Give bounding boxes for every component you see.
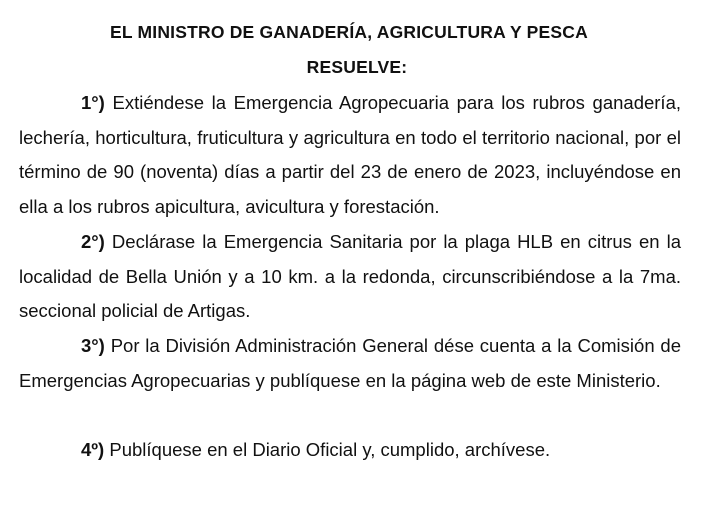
article-3-number: 3°): [81, 335, 105, 356]
resolves-heading: RESUELVE:: [306, 57, 408, 77]
article-4-number: 4º): [81, 439, 105, 460]
article-3: [19, 329, 681, 398]
ministry-heading: EL MINISTRO DE GANADERÍA, AGRICULTURA Y PESCA: [110, 22, 588, 42]
article-2-text: Declárase la Emergencia Sanitaria por la plaga HLB en citrus en la localidad de Bella Unión y a 10 km. a la redonda, circunscribiéndose a la 7ma. seccional policial de Artigas.: [19, 231, 682, 321]
article-3-text: Por la División Administración General dése cuenta a la Comisión de Emergencias Agropecuarias y publíquese en la página web de este Ministerio.: [19, 335, 682, 391]
article-2-number: 2°): [81, 231, 105, 252]
article-4: [19, 433, 681, 468]
article-2: [19, 225, 681, 329]
article-1: [19, 86, 681, 224]
article-4-text: Publíquese en el Diario Oficial y, cumplido, archívese.: [109, 439, 551, 460]
article-1-text: Extiéndese la Emergencia Agropecuaria para los rubros ganadería, lechería, horticultura, fruticultura y agricultura en todo el territorio nacional, por el término de 90 (noventa) días a partir del 23 de enero de 2023, incluyéndose en ella a los rubros apicultura, avicultura y forestación.: [19, 92, 682, 217]
article-1-number: 1°): [81, 92, 105, 113]
